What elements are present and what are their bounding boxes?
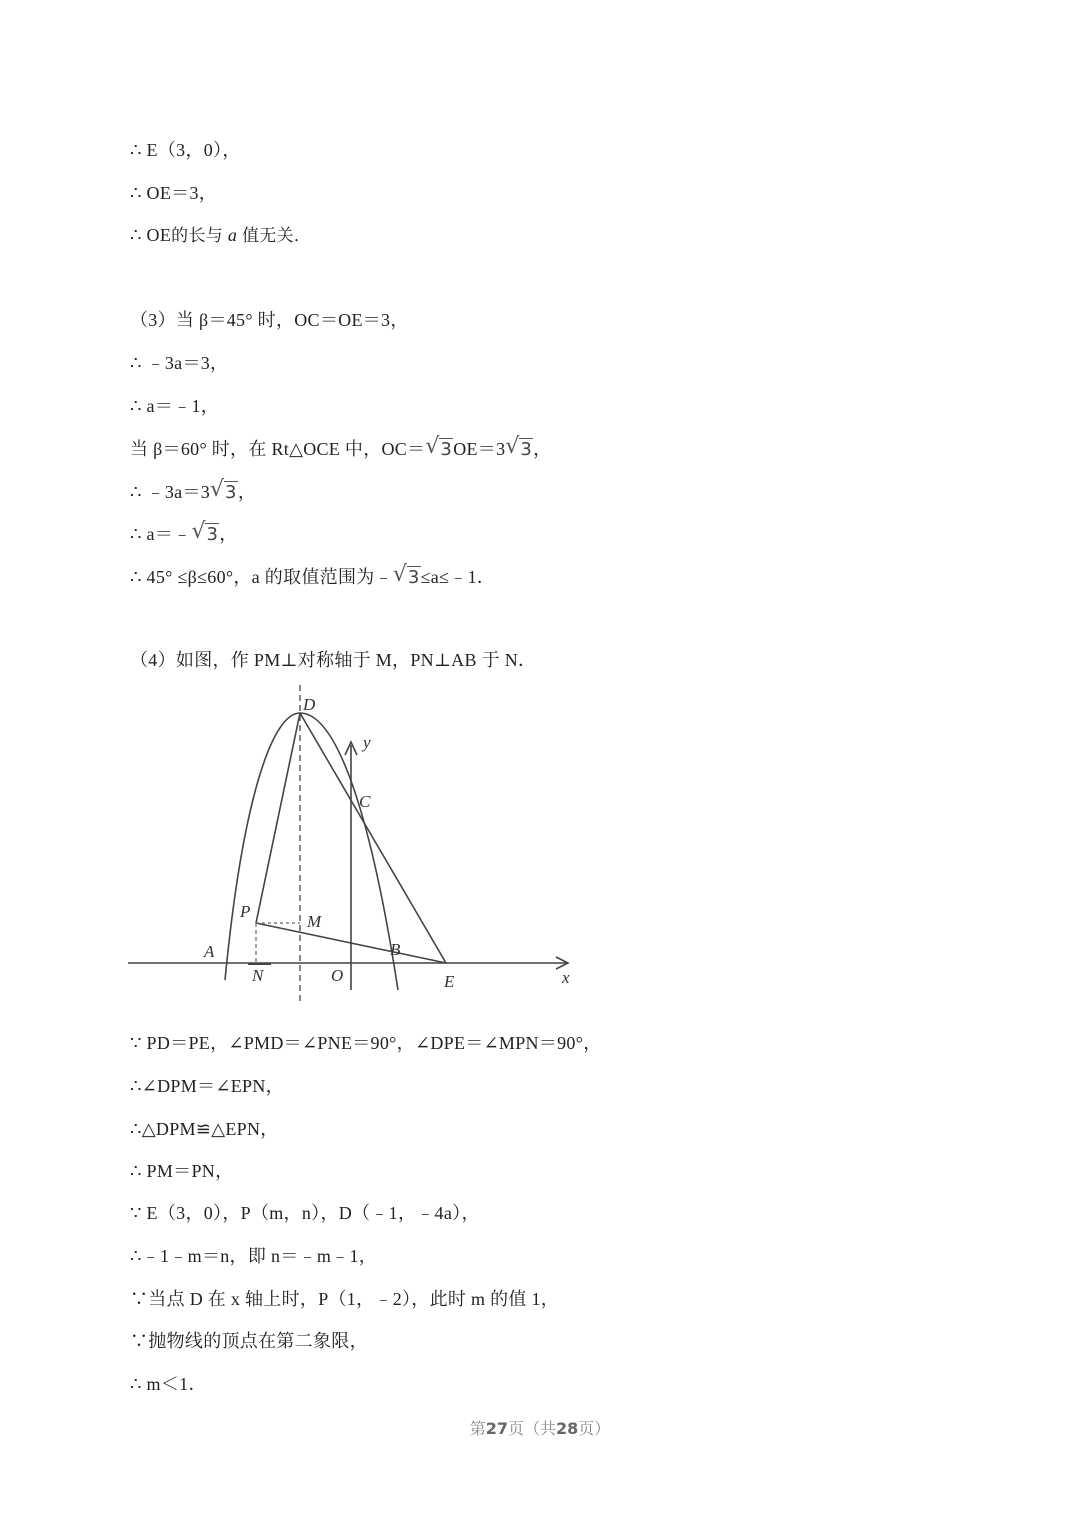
label-p: P (240, 902, 251, 921)
page-footer (0, 1416, 1080, 1439)
label-e: E (444, 972, 455, 991)
radicand: 3 (206, 524, 219, 545)
line-minus3a-3: ∴ ﹣3a＝3， (130, 353, 229, 373)
line-angle-equal: ∴∠DPM＝∠EPN， (130, 1076, 284, 1096)
radicand: 3 (407, 567, 420, 588)
line-a-minus1: ∴ a＝﹣1， (130, 396, 220, 416)
parabola-curve (225, 713, 398, 990)
line-congruent: ∴△DPM≌△EPN， (130, 1119, 279, 1139)
line-a-minus-sqrt3 (130, 521, 238, 548)
text-range-intro: ∴ 45° ≤β≤60°，a 的取值范围为﹣ (130, 567, 393, 587)
text-beta60-intro: 当 β＝60° 时，在 Rt△OCE 中，OC＝ (130, 439, 426, 459)
text-oe-eq: OE＝3 (453, 439, 506, 459)
sqrt-3-e (393, 564, 421, 591)
line-vertex-quadrant: ∵抛物线的顶点在第二象限， (130, 1331, 368, 1351)
label-d: D (303, 695, 316, 714)
label-x: x (562, 968, 570, 987)
label-n: N (252, 966, 264, 985)
line-part4-intro: （4）如图，作 PM⊥对称轴于 M，PN⊥AB 于 N． (130, 650, 537, 670)
label-a: A (204, 942, 215, 961)
line-minus3a-3sqrt3 (130, 479, 256, 506)
text-minus3a: ∴ ﹣3a＝3 (130, 482, 211, 502)
parabola-figure (128, 685, 573, 1010)
label-c: C (359, 792, 371, 811)
radicand: 3 (520, 439, 533, 460)
line-points: ∵ E（3，0），P（m，n），D（﹣1，﹣4a）， (130, 1203, 480, 1223)
text-comma: ， (237, 482, 257, 502)
footer-page-number: 27 (485, 1419, 508, 1438)
sqrt-3-c (210, 479, 238, 506)
text-length-with: 的长与 (171, 226, 224, 246)
text-value-irrelevant: 值无关． (242, 226, 312, 246)
footer-mid: 页（共 (507, 1419, 556, 1438)
text-comma: ， (533, 439, 552, 459)
segment-dp (256, 713, 300, 923)
sqrt-3-a (425, 436, 453, 463)
label-m: M (307, 912, 322, 931)
line-n-relation: ∴﹣1﹣m＝n，即 n＝﹣m﹣1， (130, 1246, 378, 1266)
label-o: O (331, 966, 344, 985)
line-part3-beta45: （3）当 β＝45° 时，OC＝OE＝3， (130, 310, 409, 330)
sqrt-3-b (505, 436, 533, 463)
text-oe: ∴ OE (130, 225, 172, 245)
line-beta60 (130, 436, 551, 463)
text-a-eq: ∴ a＝﹣ (130, 524, 192, 544)
line-a-range (130, 564, 495, 591)
sqrt-3-d (191, 521, 219, 548)
footer-post: 页） (578, 1419, 611, 1438)
line-oe-3: ∴ OE＝3， (130, 183, 218, 203)
line-pd-pe: ∵ PD＝PE，∠PMD＝∠PNE＝90°，∠DPE＝∠MPN＝90°， (130, 1033, 602, 1053)
line-d-on-x-axis: ∵当点 D 在 x 轴上时，P（1，﹣2），此时 m 的值 1， (130, 1289, 560, 1309)
text-comma: ， (219, 524, 238, 544)
text-a: a (227, 225, 238, 245)
text-range-end: ≤a≤﹣1． (420, 567, 496, 587)
radicand: 3 (225, 482, 237, 503)
radicand: 3 (440, 439, 453, 460)
label-y: y (363, 733, 371, 752)
footer-total-pages: 28 (556, 1419, 579, 1438)
footer-pre: 第 (469, 1419, 486, 1438)
line-pm-pn: ∴ PM＝PN， (130, 1161, 234, 1181)
line-oe-independent (130, 222, 311, 249)
label-b: B (390, 940, 401, 959)
line-m-less-1: ∴ m＜1． (130, 1374, 207, 1394)
line-e-coord: ∴ E（3，0）， (130, 140, 241, 160)
segment-de (300, 713, 446, 963)
